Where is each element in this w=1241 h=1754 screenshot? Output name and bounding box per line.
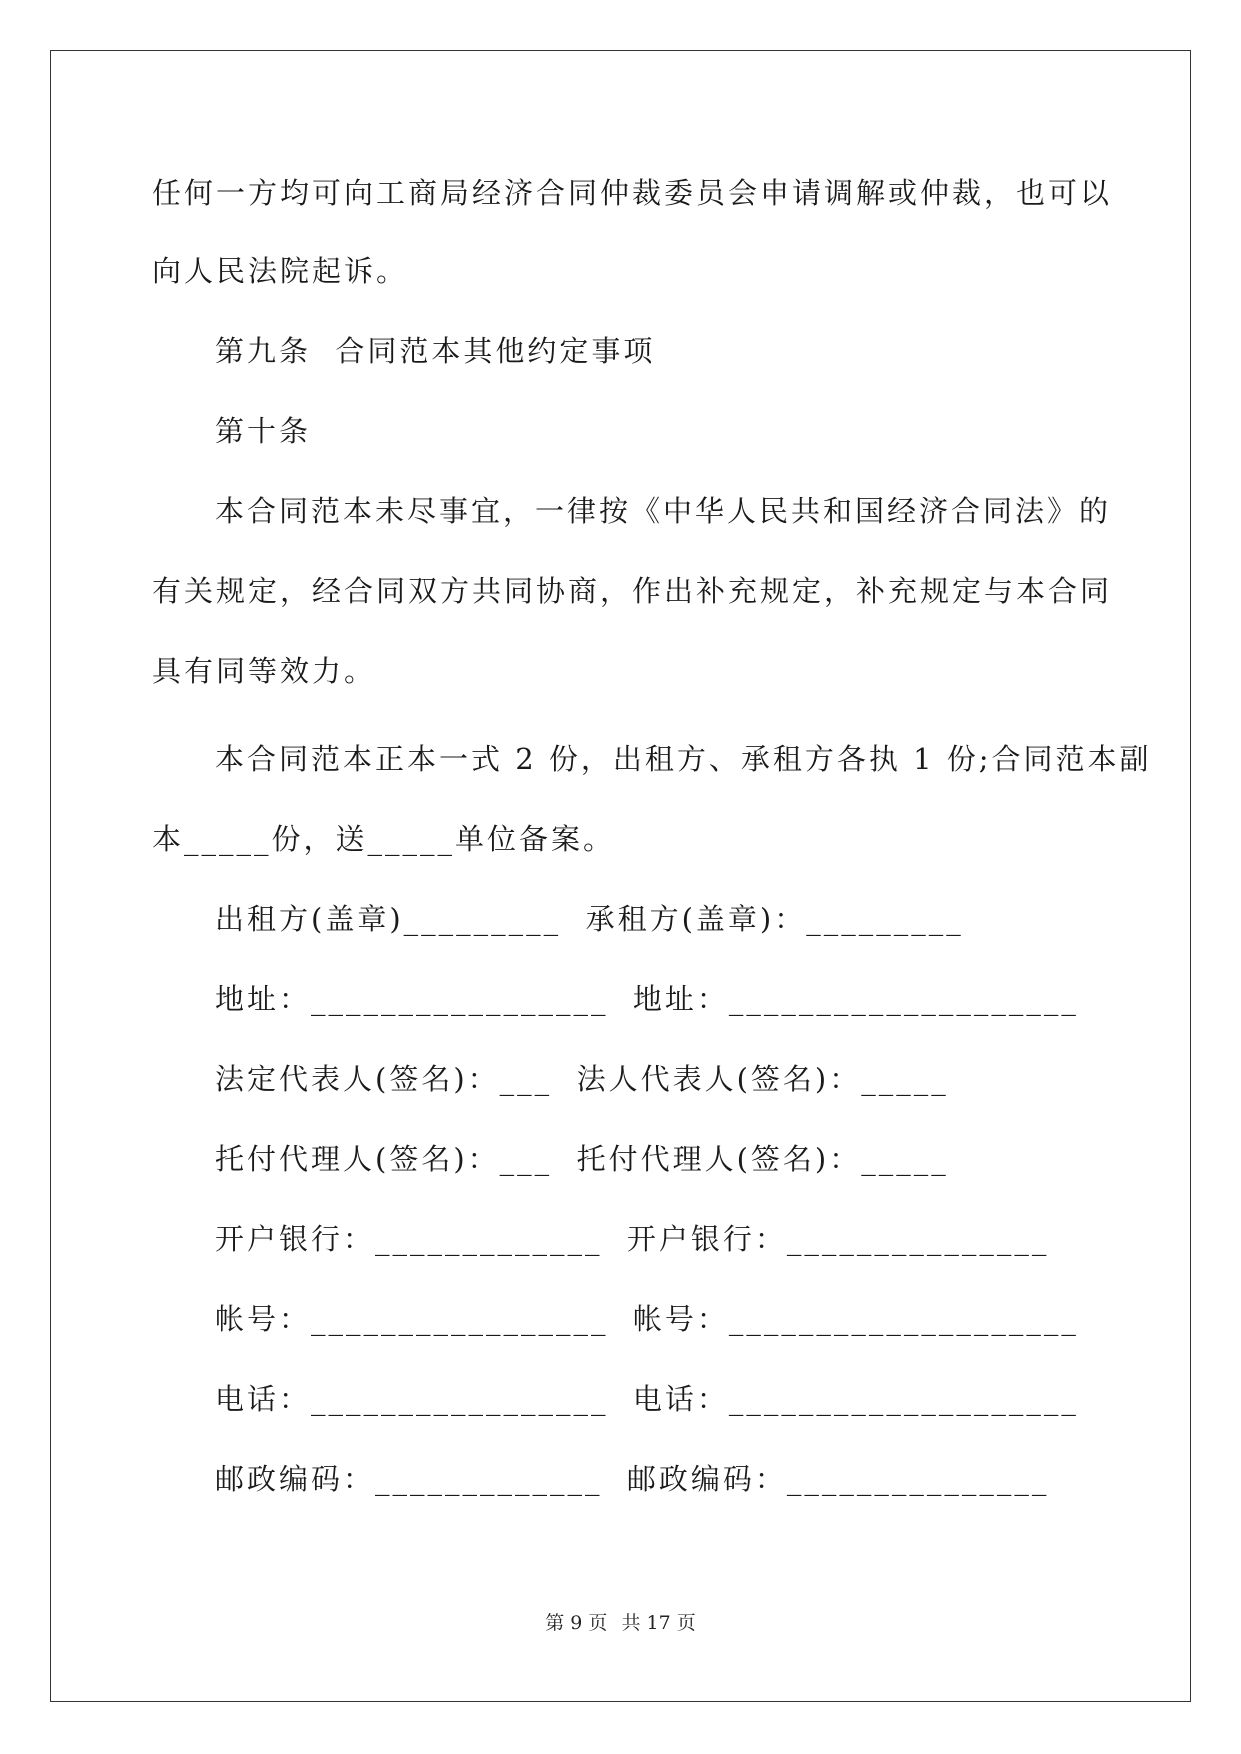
article-9-heading: 第九条 合同范本其他约定事项 (215, 334, 656, 368)
paragraph-line: 本_____份，送_____单位备案。 (152, 822, 616, 856)
phone-line: 电话：_________________ 电话：____________________ (215, 1382, 1079, 1416)
address-line: 地址：_________________ 地址：____________________ (215, 982, 1079, 1016)
signature-seal-line: 出租方(盖章)_________ 承租方(盖章)：_________ (215, 902, 964, 936)
legal-representative-line: 法定代表人(签名)：___ 法人代表人(签名)：_____ (215, 1062, 949, 1096)
paragraph-line: 本合同范本正本一式 2 份，出租方、承租方各执 1 份;合同范本副 (215, 742, 1152, 776)
account-line: 帐号：_________________ 帐号：____________________ (215, 1302, 1079, 1336)
paragraph-line: 本合同范本未尽事宜，一律按《中华人民共和国经济合同法》的 (215, 494, 1112, 528)
article-10-heading: 第十条 (215, 414, 312, 448)
paragraph-line: 具有同等效力。 (152, 654, 377, 688)
paragraph-line: 向人民法院起诉。 (152, 254, 409, 288)
page-border (50, 50, 1191, 1702)
postal-code-line: 邮政编码：_____________ 邮政编码：_______________ (215, 1462, 1050, 1496)
page-footer (0, 1610, 1241, 1636)
agent-line: 托付代理人(签名)：___ 托付代理人(签名)：_____ (215, 1142, 949, 1176)
bank-line: 开户银行：_____________ 开户银行：_______________ (215, 1222, 1050, 1256)
paragraph-line: 任何一方均可向工商局经济合同仲裁委员会申请调解或仲裁，也可以 (152, 176, 1113, 210)
page-number: 第 9 页 (545, 1612, 608, 1634)
page-total: 共 17 页 (621, 1612, 696, 1634)
paragraph-line: 有关规定，经合同双方共同协商，作出补充规定，补充规定与本合同 (152, 574, 1113, 608)
